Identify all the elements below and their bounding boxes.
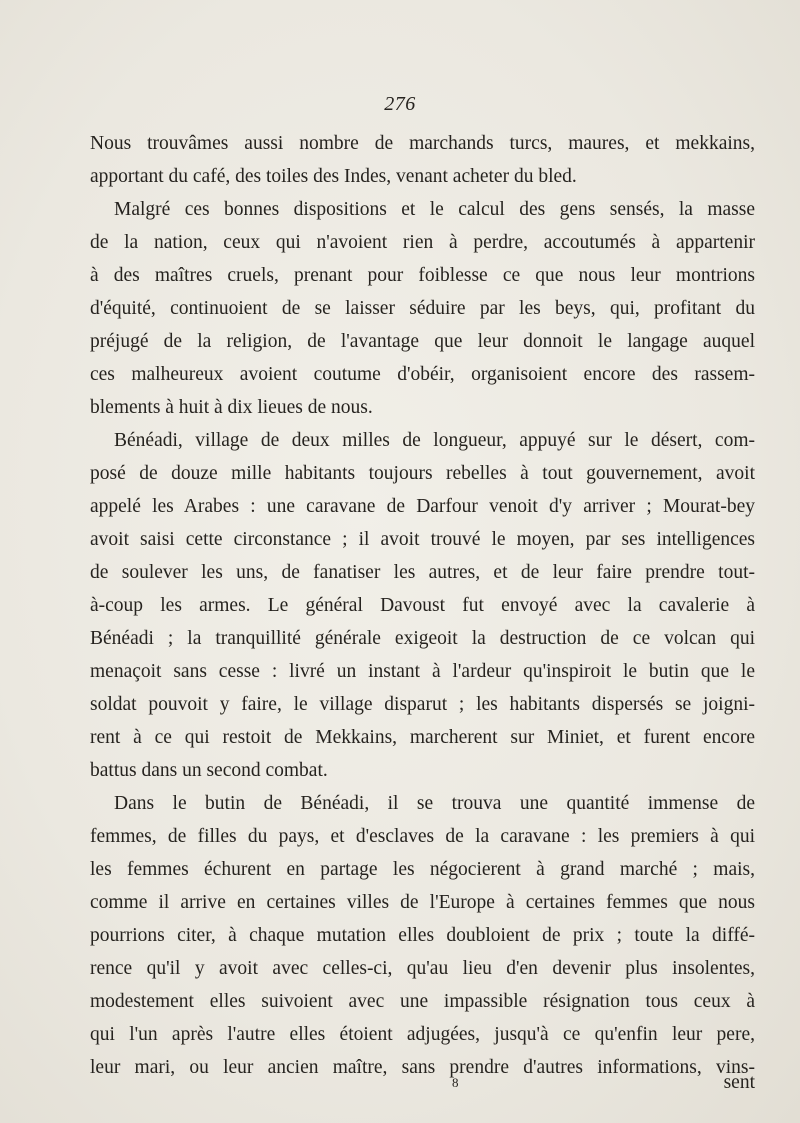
text-line: battus dans un second combat. xyxy=(90,760,328,781)
text-line: comme il arrive en certaines villes de l'Europe à certaines femmes que nous xyxy=(90,892,755,913)
text-line: Bénéadi ; la tranquillité générale exigeoit la destruction de ce volcan qui xyxy=(90,628,755,649)
text-line: les femmes échurent en partage les négocierent à grand marché ; mais, xyxy=(90,859,755,880)
text-line: rent à ce qui restoit de Mekkains, marcherent sur Miniet, et furent encore xyxy=(90,727,755,748)
text-line: à des maîtres cruels, prenant pour foiblesse ce que nous leur montrions xyxy=(90,265,755,286)
text-line: à-coup les armes. Le général Davoust fut envoyé avec la cavalerie à xyxy=(90,595,755,616)
paragraph xyxy=(90,193,755,424)
text-line: préjugé de la religion, de l'avantage que leur donnoit le langage auquel xyxy=(90,331,755,352)
text-line: qui l'un après l'autre elles étoient adjugées, jusqu'à ce qu'enfin leur pere, xyxy=(90,1024,755,1045)
text-line: Malgré ces bonnes dispositions et le calcul des gens sensés, la masse xyxy=(114,199,755,220)
text-line: blements à huit à dix lieues de nous. xyxy=(90,397,373,418)
text-line: Nous trouvâmes aussi nombre de marchands turcs, maures, et mekkains, xyxy=(90,133,755,154)
text-line: ces malheureux avoient coutume d'obéir, organisoient encore des rassem- xyxy=(90,364,755,385)
text-line: de la nation, ceux qui n'avoient rien à perdre, accoutumés à appartenir xyxy=(90,232,755,253)
text-line: de soulever les uns, de fanatiser les autres, et de leur faire prendre tout- xyxy=(90,562,755,583)
paragraph xyxy=(90,787,755,1084)
text-line: Bénéadi, village de deux milles de longueur, appuyé sur le désert, com- xyxy=(114,430,755,451)
text-line: menaçoit sans cesse : livré un instant à l'ardeur qu'inspiroit le butin que le xyxy=(90,661,755,682)
text-line: Dans le butin de Bénéadi, il se trouva une quantité immense de xyxy=(114,793,755,814)
text-line: leur mari, ou leur ancien maître, sans prendre d'autres informations, vins- xyxy=(90,1057,755,1078)
page-number: 276 xyxy=(384,93,416,115)
text-line: soldat pouvoit y faire, le village disparut ; les habitants dispersés se joigni- xyxy=(90,694,755,715)
text-line: apportant du café, des toiles des Indes, venant acheter du bled. xyxy=(90,166,577,187)
page-footer xyxy=(0,1068,800,1098)
body-text xyxy=(90,127,755,1084)
paragraph xyxy=(90,424,755,787)
catchword: sent xyxy=(723,1072,755,1093)
text-line: appelé les Arabes : une caravane de Darfour venoit d'y arriver ; Mourat-bey xyxy=(90,496,755,517)
text-line: pourrions citer, à chaque mutation elles doubloient de prix ; toute la diffé- xyxy=(90,925,755,946)
text-line: modestement elles suivoient avec une impassible résignation tous ceux à xyxy=(90,991,755,1012)
text-line: rence qu'il y avoit avec celles-ci, qu'au lieu d'en devenir plus insolentes, xyxy=(90,958,755,979)
paragraph xyxy=(90,127,755,193)
text-line: femmes, de filles du pays, et d'esclaves de la caravane : les premiers à qui xyxy=(90,826,755,847)
text-line: posé de douze mille habitants toujours rebelles à tout gouvernement, avoit xyxy=(90,463,755,484)
signature-mark: 8 xyxy=(452,1075,459,1090)
text-line: d'équité, continuoient de se laisser séduire par les beys, qui, profitant du xyxy=(90,298,755,319)
text-line: avoit saisi cette circonstance ; il avoit trouvé le moyen, par ses intelligences xyxy=(90,529,755,550)
